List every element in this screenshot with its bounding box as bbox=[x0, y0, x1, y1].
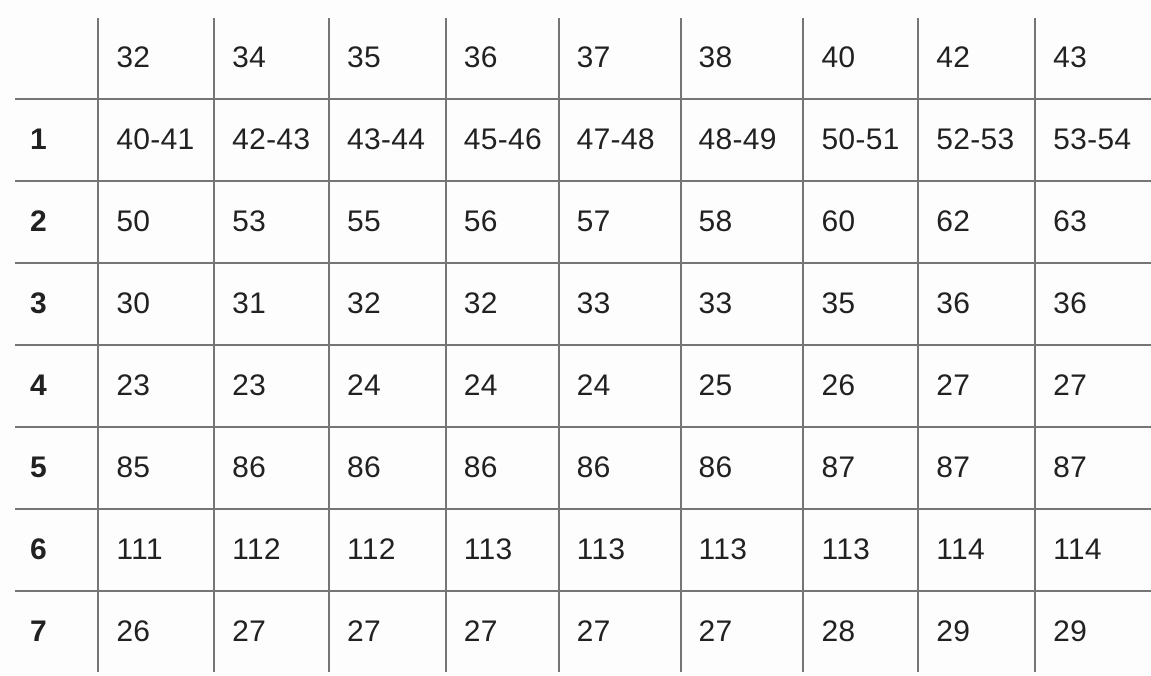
table-cell: 45-46 bbox=[446, 99, 559, 181]
table-cell: 27 bbox=[446, 591, 559, 672]
table-cell: 31 bbox=[214, 263, 329, 345]
table-cell: 87 bbox=[918, 427, 1035, 509]
table-cell: 33 bbox=[559, 263, 681, 345]
table-cell: 24 bbox=[559, 345, 681, 427]
table-cell: 40-41 bbox=[98, 99, 214, 181]
table-cell: 86 bbox=[214, 427, 329, 509]
header-cell: 42 bbox=[918, 18, 1035, 99]
size-chart-table bbox=[15, 18, 1151, 672]
table-cell: 28 bbox=[803, 591, 918, 672]
table-cell: 53 bbox=[214, 181, 329, 263]
table-row bbox=[15, 99, 1151, 181]
table-cell: 30 bbox=[98, 263, 214, 345]
table-cell: 48-49 bbox=[681, 99, 804, 181]
table-cell: 24 bbox=[329, 345, 446, 427]
table-cell: 56 bbox=[446, 181, 559, 263]
header-cell: 40 bbox=[803, 18, 918, 99]
row-label: 2 bbox=[15, 181, 98, 263]
table-cell: 26 bbox=[98, 591, 214, 672]
table-cell: 27 bbox=[1035, 345, 1151, 427]
table-cell: 43-44 bbox=[329, 99, 446, 181]
table-row bbox=[15, 181, 1151, 263]
table-cell: 86 bbox=[446, 427, 559, 509]
table-row bbox=[15, 263, 1151, 345]
header-cell: 35 bbox=[329, 18, 446, 99]
row-label: 7 bbox=[15, 591, 98, 672]
header-cell: 38 bbox=[681, 18, 804, 99]
table-cell: 114 bbox=[1035, 509, 1151, 591]
table-cell: 114 bbox=[918, 509, 1035, 591]
header-cell: 32 bbox=[98, 18, 214, 99]
table-cell: 86 bbox=[329, 427, 446, 509]
table-cell: 27 bbox=[214, 591, 329, 672]
row-label: 3 bbox=[15, 263, 98, 345]
table-cell: 113 bbox=[559, 509, 681, 591]
table-cell: 23 bbox=[98, 345, 214, 427]
table-cell: 29 bbox=[918, 591, 1035, 672]
table-cell: 63 bbox=[1035, 181, 1151, 263]
table-cell: 50 bbox=[98, 181, 214, 263]
table-row bbox=[15, 509, 1151, 591]
table-cell: 85 bbox=[98, 427, 214, 509]
table-cell: 86 bbox=[681, 427, 804, 509]
table-cell: 23 bbox=[214, 345, 329, 427]
table-cell: 50-51 bbox=[803, 99, 918, 181]
row-label: 6 bbox=[15, 509, 98, 591]
table-cell: 58 bbox=[681, 181, 804, 263]
table-cell: 47-48 bbox=[559, 99, 681, 181]
header-cell: 37 bbox=[559, 18, 681, 99]
table-cell: 113 bbox=[681, 509, 804, 591]
table-cell: 113 bbox=[803, 509, 918, 591]
table-cell: 60 bbox=[803, 181, 918, 263]
table-cell: 111 bbox=[98, 509, 214, 591]
table-cell: 112 bbox=[214, 509, 329, 591]
header-corner-cell bbox=[15, 18, 98, 99]
row-label: 4 bbox=[15, 345, 98, 427]
table-row bbox=[15, 345, 1151, 427]
table-cell: 27 bbox=[559, 591, 681, 672]
row-label: 1 bbox=[15, 99, 98, 181]
table-cell: 36 bbox=[918, 263, 1035, 345]
table-cell: 25 bbox=[681, 345, 804, 427]
table-cell: 32 bbox=[329, 263, 446, 345]
header-cell: 34 bbox=[214, 18, 329, 99]
table-cell: 24 bbox=[446, 345, 559, 427]
table-cell: 36 bbox=[1035, 263, 1151, 345]
table-cell: 42-43 bbox=[214, 99, 329, 181]
table-cell: 52-53 bbox=[918, 99, 1035, 181]
table-cell: 87 bbox=[803, 427, 918, 509]
table-cell: 27 bbox=[681, 591, 804, 672]
table-cell: 53-54 bbox=[1035, 99, 1151, 181]
table-cell: 112 bbox=[329, 509, 446, 591]
table-row bbox=[15, 427, 1151, 509]
table-cell: 35 bbox=[803, 263, 918, 345]
row-label: 5 bbox=[15, 427, 98, 509]
table-cell: 29 bbox=[1035, 591, 1151, 672]
table-cell: 113 bbox=[446, 509, 559, 591]
table-cell: 26 bbox=[803, 345, 918, 427]
table-cell: 57 bbox=[559, 181, 681, 263]
header-row bbox=[15, 18, 1151, 99]
table-cell: 55 bbox=[329, 181, 446, 263]
table-cell: 33 bbox=[681, 263, 804, 345]
table-cell: 62 bbox=[918, 181, 1035, 263]
header-cell: 43 bbox=[1035, 18, 1151, 99]
table-cell: 32 bbox=[446, 263, 559, 345]
table-cell: 27 bbox=[918, 345, 1035, 427]
header-cell: 36 bbox=[446, 18, 559, 99]
table-row bbox=[15, 591, 1151, 672]
table-cell: 27 bbox=[329, 591, 446, 672]
table-cell: 86 bbox=[559, 427, 681, 509]
table-cell: 87 bbox=[1035, 427, 1151, 509]
